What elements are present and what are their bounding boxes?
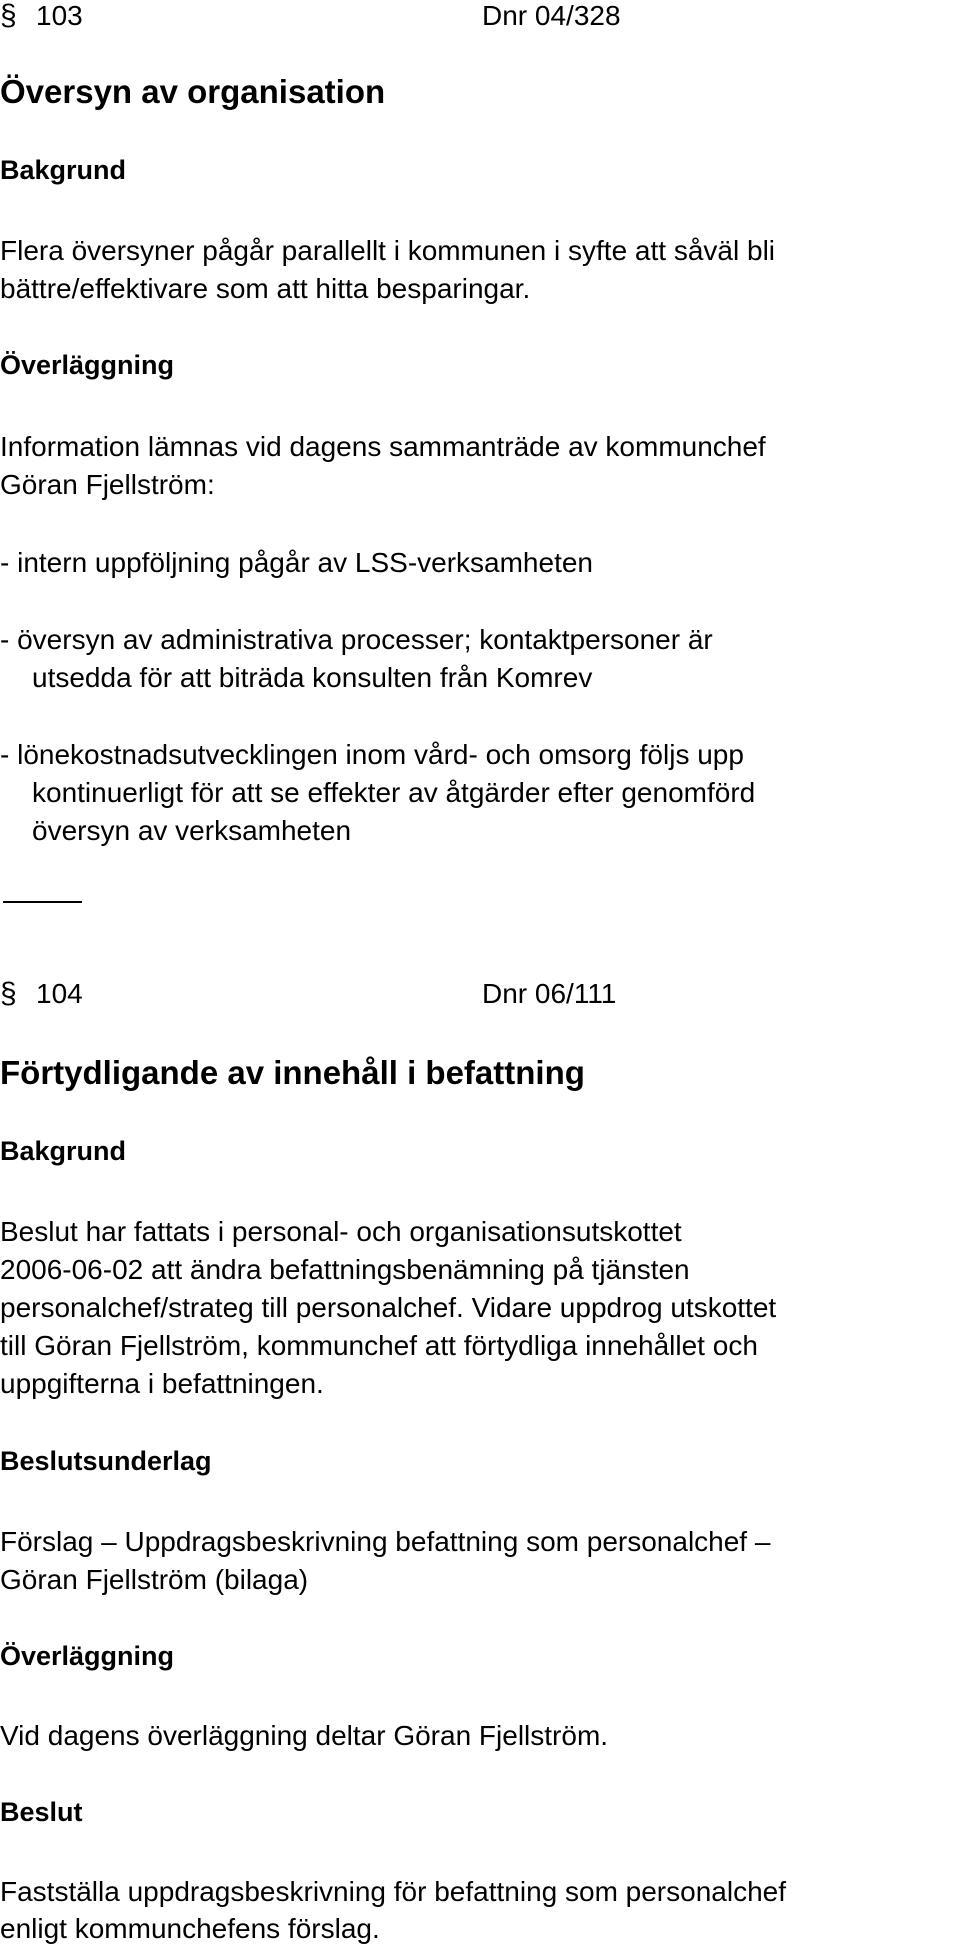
bakgrund-line: personalchef/strateg till personalchef. Vidare uppdrog utskottet xyxy=(0,1292,777,1323)
overlaggning-heading: Överläggning xyxy=(0,1641,175,1671)
overlaggning-heading: Överläggning xyxy=(0,350,175,380)
bullet-item-continuation: översyn av verksamheten xyxy=(32,815,352,846)
bullet-item: - översyn av administrativa processer; kontaktpersoner är xyxy=(0,624,713,655)
paragraph-symbol: § xyxy=(0,977,17,1010)
bakgrund-heading: Bakgrund xyxy=(0,155,127,185)
bakgrund-line: till Göran Fjellström, kommunchef att förtydliga innehållet och xyxy=(0,1330,758,1361)
bakgrund-line: bättre/effektivare som att hitta besparingar. xyxy=(0,273,531,304)
bullet-item: - lönekostnadsutvecklingen inom vård- och omsorg följs upp xyxy=(0,739,744,770)
overlaggning-line: Vid dagens överläggning deltar Göran Fjellström. xyxy=(0,1720,609,1751)
bakgrund-heading: Bakgrund xyxy=(0,1136,127,1166)
paragraph-symbol: § xyxy=(0,0,17,32)
beslutsunderlag-line: Förslag – Uppdragsbeskrivning befattning som personalchef – xyxy=(0,1526,771,1557)
section-separator-line xyxy=(3,901,82,903)
beslut-line: enligt kommunchefens förslag. xyxy=(0,1913,380,1944)
bakgrund-line: uppgifterna i befattningen. xyxy=(0,1368,324,1399)
section-title: Översyn av organisation xyxy=(0,73,386,110)
beslutsunderlag-heading: Beslutsunderlag xyxy=(0,1446,212,1476)
overlaggning-intro-line: Göran Fjellström: xyxy=(0,469,215,500)
overlaggning-intro-line: Information lämnas vid dagens sammanträde av kommunchef xyxy=(0,431,766,462)
dnr-reference: Dnr 06/111 xyxy=(482,978,617,1009)
beslut-line: Fastställa uppdragsbeskrivning för befattning som personalchef xyxy=(0,1876,786,1907)
bullet-item-continuation: kontinuerligt för att se effekter av åtgärder efter genomförd xyxy=(32,777,756,808)
section-number-103 xyxy=(0,0,83,34)
beslut-heading: Beslut xyxy=(0,1797,83,1827)
bullet-item-continuation: utsedda för att biträda konsulten från Komrev xyxy=(32,662,593,693)
section-number-104 xyxy=(0,976,83,1012)
bullet-item: - intern uppföljning pågår av LSS-verksamheten xyxy=(0,547,594,578)
dnr-reference: Dnr 04/328 xyxy=(482,0,621,31)
beslutsunderlag-line: Göran Fjellström (bilaga) xyxy=(0,1564,309,1595)
bakgrund-line: Beslut har fattats i personal- och organisationsutskottet xyxy=(0,1216,682,1247)
section-number: 103 xyxy=(36,0,83,31)
bakgrund-line: 2006-06-02 att ändra befattningsbenämning på tjänsten xyxy=(0,1254,690,1285)
section-title: Förtydligande av innehåll i befattning xyxy=(0,1054,585,1091)
bakgrund-line: Flera översyner pågår parallellt i kommunen i syfte att såväl bli xyxy=(0,235,776,266)
section-number: 104 xyxy=(36,978,83,1009)
